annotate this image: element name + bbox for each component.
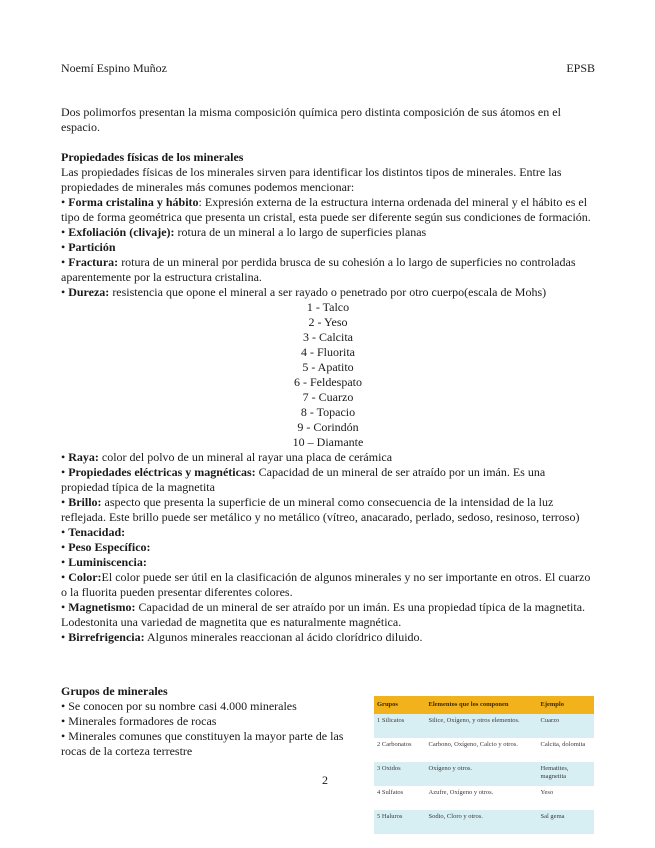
property-term: Brillo: (68, 495, 102, 509)
property-term: Peso Específico: (68, 540, 151, 554)
bullet-icon: • (61, 195, 69, 209)
mohs-item: 2 - Yeso (308, 315, 348, 329)
page-number: 2 (322, 773, 328, 787)
bullet-icon: • (61, 465, 69, 479)
list-item (61, 714, 371, 729)
table-cell: Oxígeno y otros. (426, 762, 538, 786)
table-row (374, 810, 594, 834)
table-row (374, 738, 594, 762)
table-cell: Sodio, Cloro y otros. (426, 810, 538, 834)
section-title-groups: Grupos de minerales (61, 684, 168, 698)
bullet-icon: • (61, 450, 69, 464)
table-cell: Yeso (538, 786, 595, 810)
mohs-item: 3 - Calcita (303, 330, 353, 344)
property-item (61, 555, 595, 570)
property-term: Propiedades eléctricas y magnéticas: (68, 465, 256, 479)
property-item (61, 525, 595, 540)
minerals-table (374, 696, 594, 834)
property-text: rotura de un mineral a lo largo de superficies planas (174, 225, 427, 239)
property-term: Forma cristalina y hábito (68, 195, 199, 209)
property-item (61, 240, 595, 255)
table-cell: Carbono, Oxígeno, Calcio y otros. (426, 738, 538, 762)
bullet-icon: • (61, 699, 69, 713)
property-text: rotura de un mineral por perdida brusca de su cohesión a lo largo de superficies no controladas aparentemente por la estructura cristalina. (61, 255, 576, 284)
table-row (374, 714, 594, 738)
list-item-text: Minerales comunes que constituyen la mayor parte de las rocas de la corteza terrestre (61, 729, 344, 758)
mohs-item: 4 - Fluorita (301, 345, 355, 359)
property-item (61, 630, 595, 645)
property-item (61, 450, 595, 465)
table-cell: Cuarzo (538, 714, 595, 738)
table-cell: 3 Oxidos (374, 762, 426, 786)
property-term: Exfoliación (clivaje): (68, 225, 175, 239)
property-text: Algunos minerales reaccionan al ácido clorídrico diluido. (144, 630, 423, 644)
bullet-icon: • (61, 285, 69, 299)
mohs-item: 10 – Diamante (292, 435, 364, 449)
property-term: Color: (68, 570, 102, 584)
mohs-item: 8 - Topacio (300, 405, 356, 419)
table-cell: Azufre, Oxígeno y otros. (426, 786, 538, 810)
table-cell: 1 Silicatos (374, 714, 426, 738)
bullet-icon: • (61, 555, 69, 569)
property-term: Luminiscencia: (68, 555, 147, 569)
property-term: Tenacidad: (68, 525, 126, 539)
table-row (374, 786, 594, 810)
property-term: Partición (68, 240, 116, 254)
author-name: Noemí Espino Muñoz (61, 61, 167, 75)
property-text: Capacidad de un mineral de ser atraído por un imán. Es una propiedad típica de la magnetita. Lodestonita una variedad de magnetita que es naturalmente magnética. (61, 600, 586, 629)
bullet-icon: • (61, 495, 69, 509)
property-term: Birrefrigencia: (68, 630, 145, 644)
mohs-item: 7 - Cuarzo (302, 390, 354, 404)
list-item (61, 699, 371, 714)
property-term: Magnetismo: (68, 600, 136, 614)
property-item (61, 600, 595, 630)
table-row (374, 762, 594, 786)
property-item (61, 495, 595, 525)
bullet-icon: • (61, 540, 69, 554)
property-item (61, 540, 595, 555)
table-header-cell: Elementos que los componen (426, 696, 538, 714)
table-cell: Silice, Oxígeno, y otros elementos. (426, 714, 538, 738)
groups-section (61, 684, 371, 759)
bullet-icon: • (61, 225, 69, 239)
section-title-physical: Propiedades físicas de los minerales (61, 150, 244, 164)
table-cell: 5 Haluros (374, 810, 426, 834)
bullet-icon: • (61, 525, 69, 539)
table-cell: Sal gema (538, 810, 595, 834)
property-text: Capacidad de un mineral de ser atraído por un imán. Es una propiedad típica de la magnetita (61, 465, 546, 494)
table-cell: 2 Carbonatos (374, 738, 426, 762)
mohs-item: 9 - Corindón (297, 420, 359, 434)
mohs-item: 1 - Talco (306, 300, 350, 314)
bullet-icon: • (61, 600, 69, 614)
bullet-icon: • (61, 729, 69, 743)
property-term: Fractura: (68, 255, 119, 269)
property-list-2 (61, 450, 595, 645)
property-text: El color puede ser útil en la clasificación de algunos minerales y no ser importante en otros. El cuarzo o la fluorita pueden presentar diferentes colores. (61, 570, 591, 599)
table-header-cell: Ejemplo (538, 696, 595, 714)
bullet-icon: • (61, 255, 69, 269)
bullet-icon: • (61, 570, 69, 584)
bullet-icon: • (61, 714, 69, 728)
document-body (61, 105, 595, 645)
property-item (61, 570, 595, 600)
list-item-text: Minerales formadores de rocas (68, 714, 217, 728)
property-item (61, 195, 595, 225)
table-header-cell: Grupos (374, 696, 426, 714)
property-text: color del polvo de un mineral al rayar una placa de cerámica (98, 450, 393, 464)
physical-intro: Las propiedades físicas de los minerales sirven para identificar los distintos tipos de minerales. Entre las propiedades de minerales más comunes podemos mencionar: (61, 165, 562, 194)
table-cell: 4 Sulfatos (374, 786, 426, 810)
groups-list (61, 699, 371, 759)
intro-paragraph: Dos polimorfos presentan la misma composición química pero distinta composición de sus átomos en el espacio. (61, 105, 561, 134)
bullet-icon: • (61, 630, 69, 644)
property-term: Dureza: (68, 285, 110, 299)
mohs-item: 5 - Apatito (302, 360, 354, 374)
property-term: Raya: (68, 450, 99, 464)
property-text: aspecto que presenta la superficie de un mineral como consecuencia de la intensidad de la luz reflejada. Este brillo puede ser metálico y no metálico (vítreo, anacarado, perlado, sedoso, resinoso, terroso) (61, 495, 580, 524)
school-name: EPSB (566, 61, 595, 75)
property-item (61, 225, 595, 240)
property-list (61, 195, 595, 300)
property-item (61, 255, 595, 285)
property-text: resistencia que opone el mineral a ser rayado o penetrado por otro cuerpo(escala de Mohs) (109, 285, 547, 299)
property-text: : Expresión externa de la estructura interna ordenada del mineral y el hábito es el tipo de forma geométrica que presenta un cristal, esta puede ser diferente según sus condiciones de formación. (61, 195, 591, 224)
mohs-scale (61, 300, 595, 450)
list-item (61, 729, 371, 759)
property-item (61, 285, 595, 300)
table-cell: Calcita, dolomita (538, 738, 595, 762)
mohs-item: 6 - Feldespato (294, 375, 362, 389)
property-item (61, 465, 595, 495)
list-item-text: Se conocen por su nombre casi 4.000 minerales (68, 699, 297, 713)
bullet-icon: • (61, 240, 69, 254)
table-header-row (374, 696, 594, 714)
table-cell: Hematites, magnetita (538, 762, 595, 786)
